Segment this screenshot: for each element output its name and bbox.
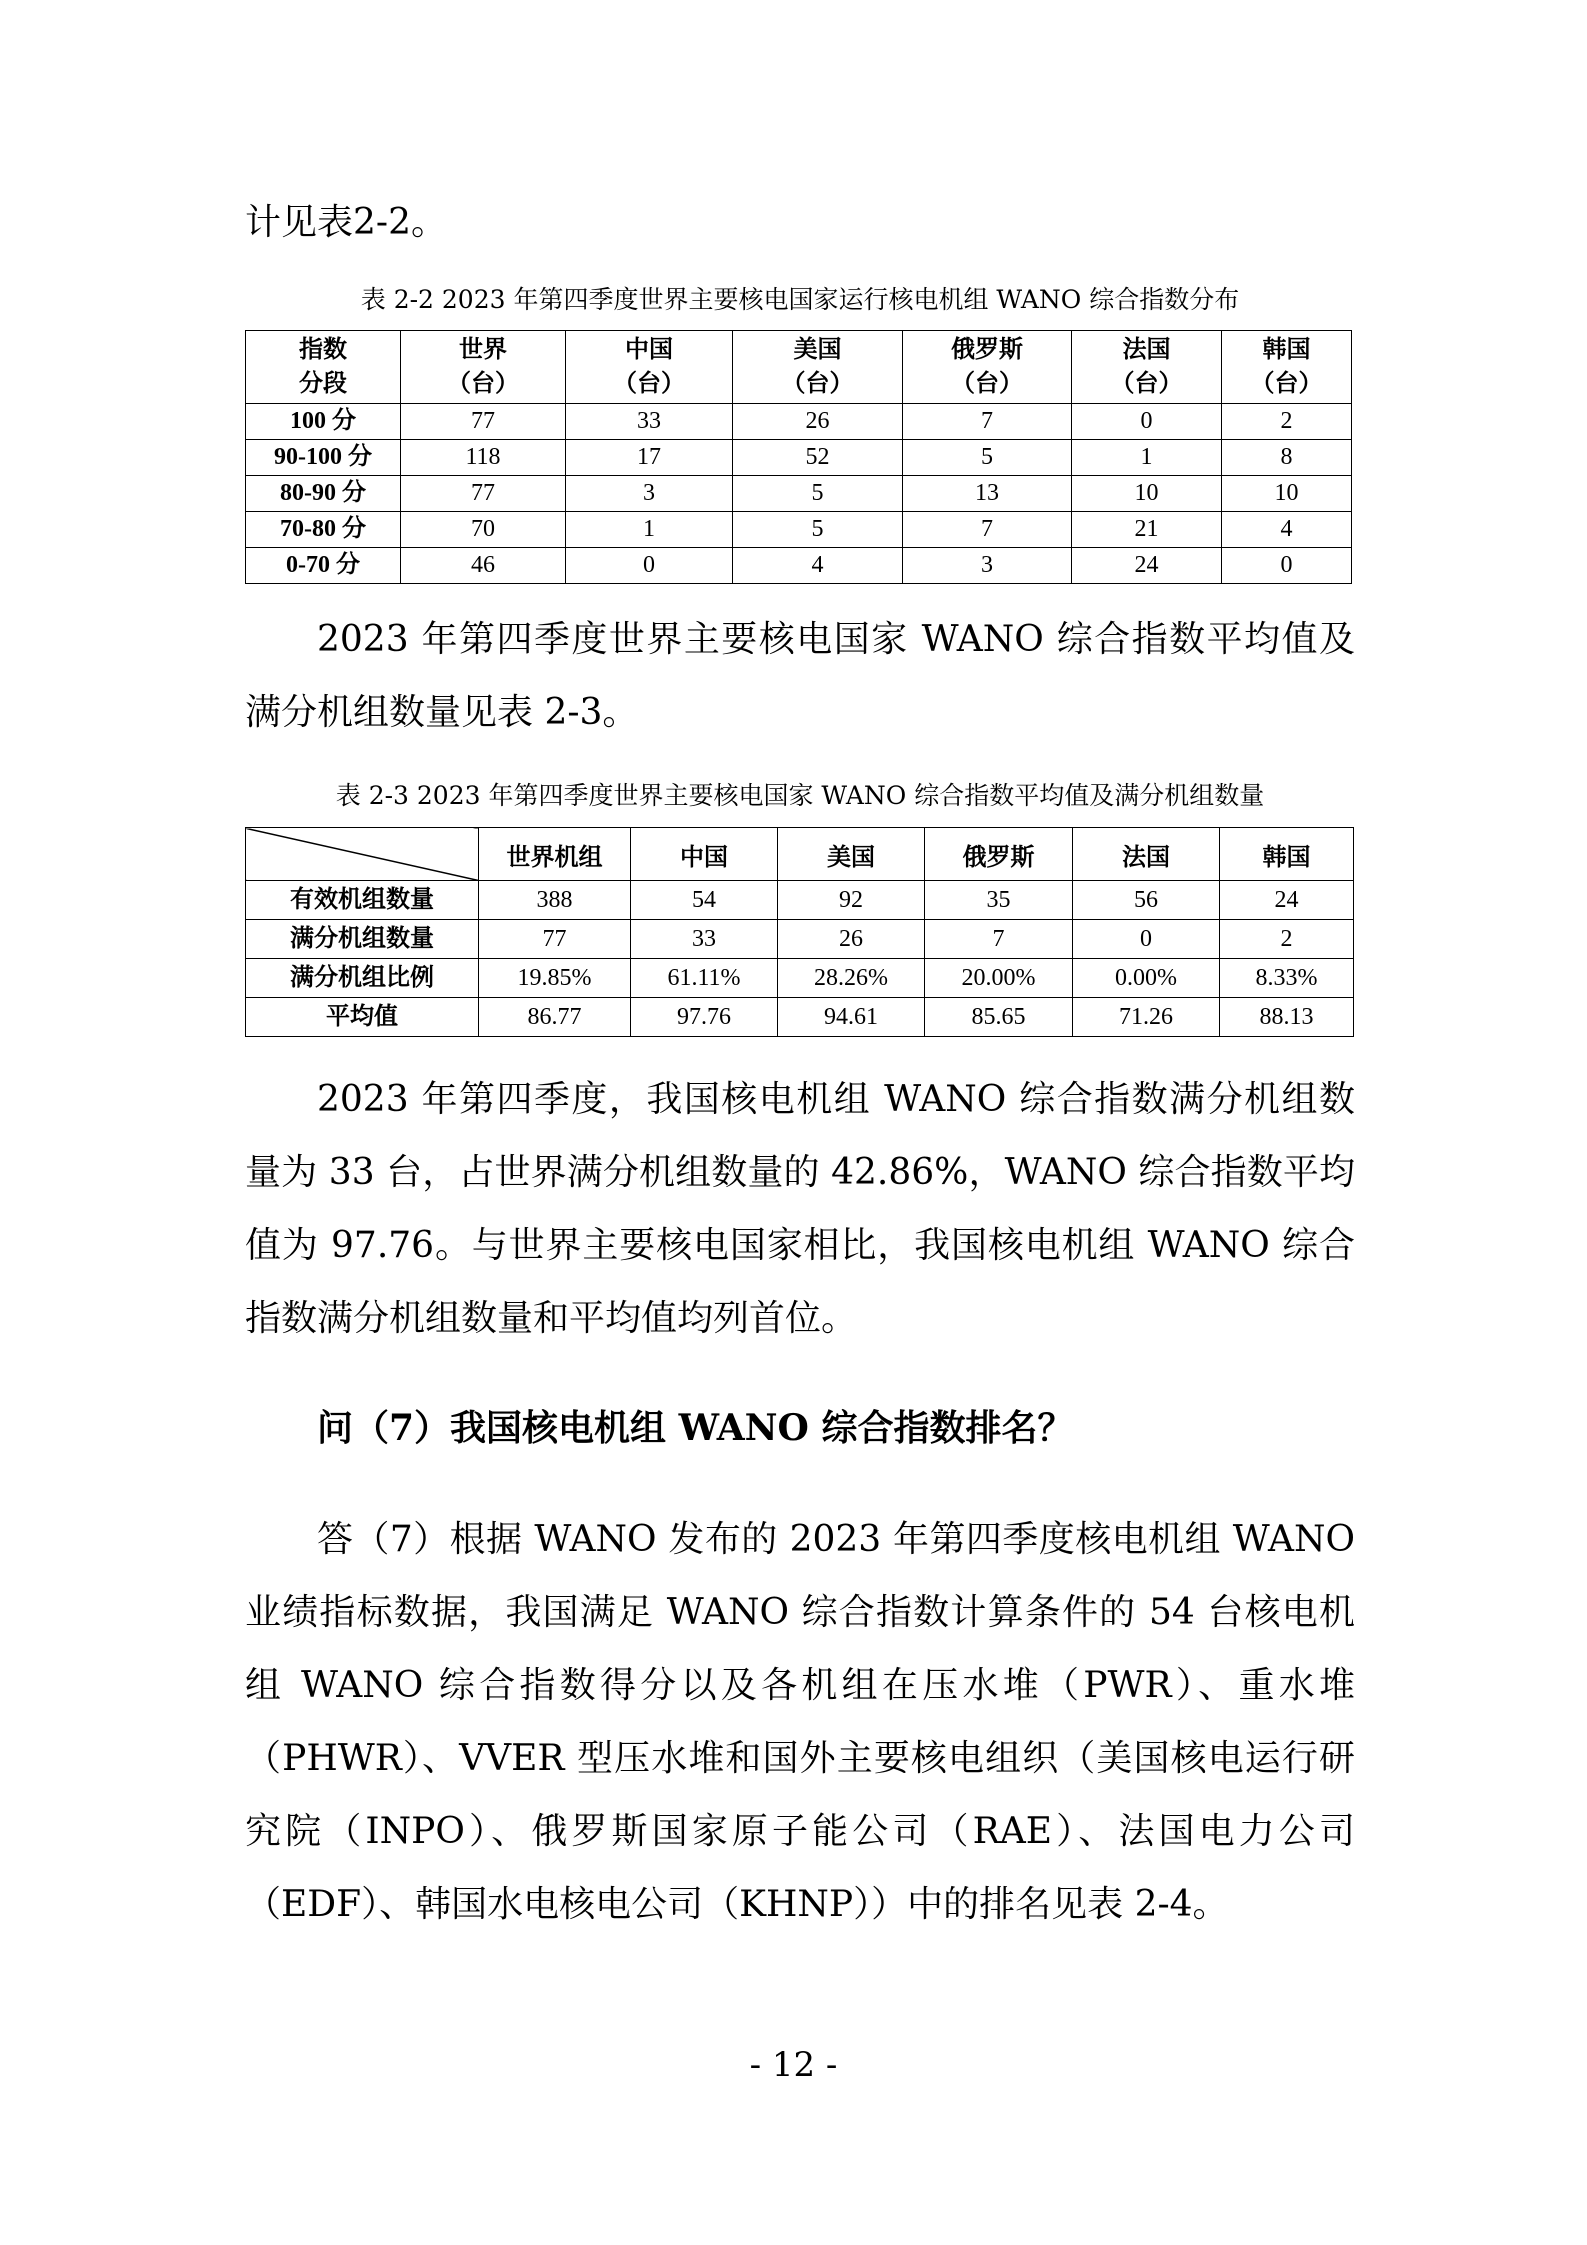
table-cell: 86.77 [479,998,631,1037]
diagonal-header-cell [246,828,479,881]
table-cell: 46 [401,548,566,584]
header-cell: 韩国 （台） [1222,331,1352,404]
header-cell: 韩国 [1220,828,1354,881]
table-cell: 33 [631,920,778,959]
table-cell: 0 [1222,548,1352,584]
table-row [246,881,1354,920]
table-cell: 94.61 [778,998,925,1037]
header-cell: 世界机组 [479,828,631,881]
table-cell: 35 [925,881,1073,920]
table-cell: 7 [903,404,1072,440]
row-label: 有效机组数量 [246,881,479,920]
table-cell: 77 [401,476,566,512]
table-row [246,512,1352,548]
paragraph-answer: 答（7）根据 WANO 发布的 2023 年第四季度核电机组 WANO 业绩指标数据，我国满足 WANO 综合指数计算条件的 54 台核电机组 WANO 综合指数得分以及各机组在压水堆（PWR）、重水堆（PHWR）、VVER 型压水堆和国外主要核电组织（美国核电运行研究院（INPO）、俄罗斯国家原子能公司（RAE）、法国电力公司（EDF）、韩国水电核电公司（KHNP））中的排名见表 2-4。 [245,1519,1355,1925]
table-cell: 28.26% [778,959,925,998]
table-cell: 388 [479,881,631,920]
question-heading: 问（7）我国核电机组 WANO 综合指数排名？ [317,1407,1074,1449]
paragraph-summary: 2023 年第四季度，我国核电机组 WANO 综合指数满分机组数量为 33 台，占世界满分机组数量的 42.86%，WANO 综合指数平均值为 97.76。与世界主要核电国家相比，我国核电机组 WANO 综合指数满分机组数量和平均值均列首位。 [245,1079,1355,1339]
row-label: 70-80 分 [246,512,401,548]
row-label: 90-100 分 [246,440,401,476]
table-row [246,959,1354,998]
row-label: 满分机组数量 [246,920,479,959]
page-number: - 12 - [749,2045,838,2085]
table-cell: 52 [733,440,903,476]
table-2-2-caption: 表 2-2 2023 年第四季度世界主要核电国家运行核电机组 WANO 综合指数分布 [360,285,1240,314]
header-cell: 指数 分段 [246,331,401,404]
table-cell: 61.11% [631,959,778,998]
table-cell: 7 [925,920,1073,959]
table-cell: 85.65 [925,998,1073,1037]
table-cell: 33 [566,404,733,440]
table-cell: 0 [566,548,733,584]
row-label: 平均值 [246,998,479,1037]
table-cell: 2 [1220,920,1354,959]
header-cell: 美国 [778,828,925,881]
table-cell: 10 [1072,476,1222,512]
table-cell: 5 [733,512,903,548]
table-cell: 20.00% [925,959,1073,998]
table-cell: 26 [778,920,925,959]
table-cell: 21 [1072,512,1222,548]
table-cell: 7 [903,512,1072,548]
table-cell: 1 [566,512,733,548]
table-2-3-caption: 表 2-3 2023 年第四季度世界主要核电国家 WANO 综合指数平均值及满分机组数量 [335,781,1265,810]
table-cell: 3 [566,476,733,512]
table-row [246,440,1352,476]
table-cell: 77 [401,404,566,440]
table-cell: 24 [1220,881,1354,920]
table-cell: 88.13 [1220,998,1354,1037]
table-cell: 4 [1222,512,1352,548]
table-cell: 2 [1222,404,1352,440]
row-label: 100 分 [246,404,401,440]
table-cell: 70 [401,512,566,548]
table-2-3 [245,827,1354,1037]
table-cell: 92 [778,881,925,920]
table-cell: 97.76 [631,998,778,1037]
table-cell: 0 [1072,404,1222,440]
table-cell: 8.33% [1220,959,1354,998]
table-cell: 0.00% [1073,959,1220,998]
table-cell: 0 [1073,920,1220,959]
table-cell: 5 [903,440,1072,476]
header-cell: 中国 [631,828,778,881]
header-cell: 美国 （台） [733,331,903,404]
table-cell: 71.26 [1073,998,1220,1037]
table-row [246,476,1352,512]
table-row [246,548,1352,584]
table-cell: 4 [733,548,903,584]
table-row [246,998,1354,1037]
table-cell: 10 [1222,476,1352,512]
header-cell: 法国 （台） [1072,331,1222,404]
table-cell: 3 [903,548,1072,584]
row-label: 满分机组比例 [246,959,479,998]
table-cell: 24 [1072,548,1222,584]
table-cell: 8 [1222,440,1352,476]
header-cell: 中国 （台） [566,331,733,404]
table-cell: 77 [479,920,631,959]
table-cell: 1 [1072,440,1222,476]
table-row [246,920,1354,959]
intro-text: 计见表2-2。 [245,202,447,243]
table-cell: 5 [733,476,903,512]
row-label: 80-90 分 [246,476,401,512]
header-cell: 法国 [1073,828,1220,881]
table-cell: 13 [903,476,1072,512]
table-cell: 17 [566,440,733,476]
header-cell: 世界 （台） [401,331,566,404]
table-cell: 54 [631,881,778,920]
table-row [246,404,1352,440]
table-2-3-header-row [246,828,1354,881]
table-cell: 26 [733,404,903,440]
table-cell: 118 [401,440,566,476]
table-2-2 [245,330,1352,584]
row-label: 0-70 分 [246,548,401,584]
table-cell: 19.85% [479,959,631,998]
header-cell: 俄罗斯 [925,828,1073,881]
header-cell: 俄罗斯 （台） [903,331,1072,404]
table-cell: 56 [1073,881,1220,920]
paragraph-table-2-3-intro: 2023 年第四季度世界主要核电国家 WANO 综合指数平均值及满分机组数量见表 2-3。 [245,619,1355,733]
table-2-2-header-row [246,331,1352,404]
